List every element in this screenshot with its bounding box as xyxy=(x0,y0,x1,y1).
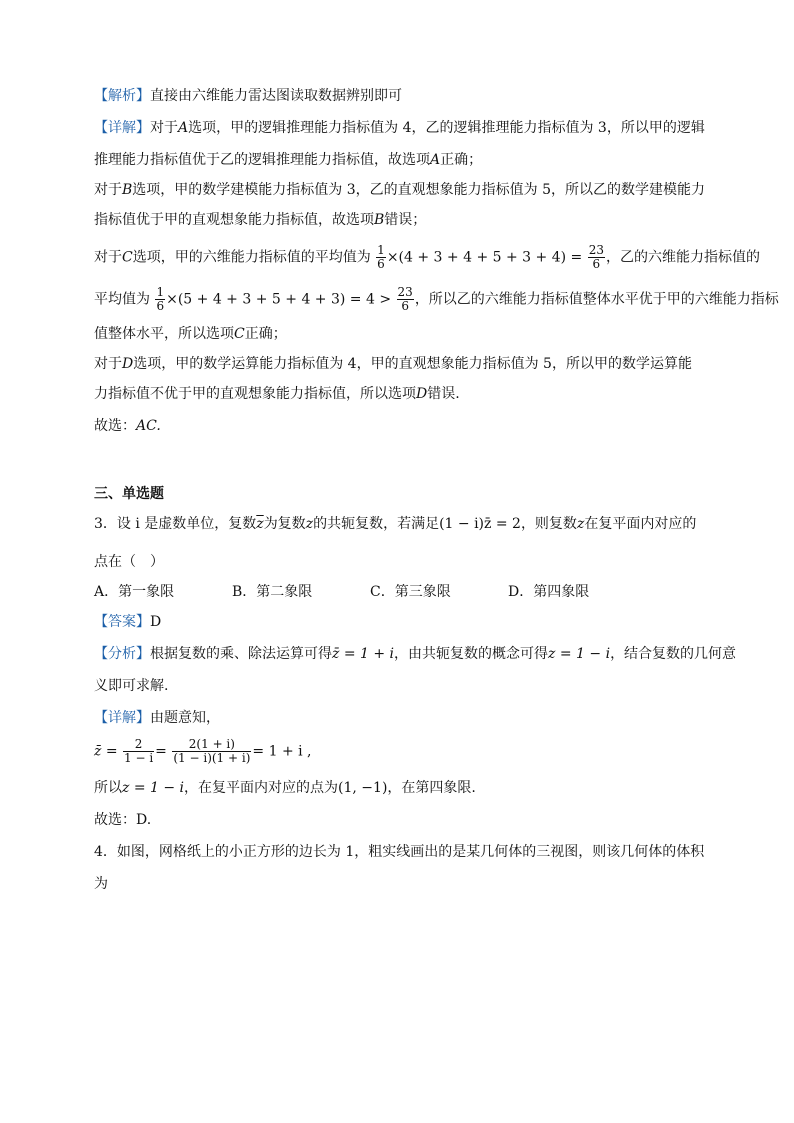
q3-answer xyxy=(94,612,161,632)
q3-conclusion xyxy=(94,778,476,798)
text: 选项，甲的数学运算能力指标值为 4，甲的直观想象能力指标值为 5，所以甲的数学运算能 xyxy=(133,356,692,372)
text: ，在复平面内对应的点为 xyxy=(184,780,339,796)
text: 正确； xyxy=(440,152,483,168)
numerator: 23 xyxy=(397,285,413,299)
option-letter: A xyxy=(430,152,441,168)
detail-line-6 xyxy=(94,286,779,313)
option-letter: A xyxy=(178,120,189,136)
denominator: 6 xyxy=(156,299,165,313)
text: 值整体水平，所以选项 xyxy=(94,326,234,342)
q3-line-1 xyxy=(94,514,696,534)
q4-line-1: 4．如图，网格纸上的小正方形的边长为 1，粗实线画出的是某几何体的三视图，则该几何体的体积 xyxy=(94,844,705,860)
conjugate-z: $\overline{z}$ xyxy=(256,516,264,532)
expression: ×(5 + 4 + 3 + 5 + 4 + 3) = 4 > xyxy=(166,291,392,308)
q4-line-2: 为 xyxy=(94,876,108,892)
option-c[interactable]: C．第三象限 xyxy=(370,584,451,600)
equation-rhs: = 1 + i , xyxy=(252,743,312,760)
text: 所以 xyxy=(94,780,122,796)
section-heading: 三、单选题 xyxy=(94,486,164,502)
text: 错误； xyxy=(384,212,427,228)
denominator: 6 xyxy=(377,257,385,271)
option-letter: D xyxy=(122,356,134,372)
option-letter: B xyxy=(374,212,385,228)
text: ，在第四象限. xyxy=(387,780,476,796)
numerator: 23 xyxy=(588,243,604,257)
detail-line-9 xyxy=(94,384,460,404)
text: 由题意知， xyxy=(150,710,220,726)
answer-line xyxy=(94,416,161,436)
text: ，由共轭复数的概念可得 xyxy=(394,646,549,662)
option-d[interactable]: D．第四象限 xyxy=(508,584,590,600)
variable-z: z xyxy=(305,516,314,532)
numerator: 1 xyxy=(156,285,165,299)
q3-detail xyxy=(94,708,220,728)
detail-line-1 xyxy=(94,118,705,138)
equation-lhs: z̄ = xyxy=(94,743,118,760)
q3-analysis-1 xyxy=(94,644,736,664)
denominator: 6 xyxy=(592,257,601,271)
equation: z̄ = 1 + i xyxy=(332,646,395,662)
variable-z: z xyxy=(576,516,585,532)
fraction xyxy=(397,286,414,313)
text: 平均值为 xyxy=(94,291,150,308)
text: 在复平面内对应的 xyxy=(584,516,697,532)
fraction xyxy=(155,286,165,313)
option-letter: C xyxy=(122,249,133,266)
jiexi-tag: 【解析】 xyxy=(94,88,150,104)
detail-line-5 xyxy=(94,244,760,271)
fraction xyxy=(376,244,386,271)
text: 为复数 xyxy=(263,516,306,532)
q3-line-2: 点在（ ） xyxy=(94,554,164,570)
text: 选项，甲的逻辑推理能力指标值为 4，乙的逻辑推理能力指标值为 3，所以甲的逻辑 xyxy=(188,120,705,136)
expression: ×(4 + 3 + 4 + 5 + 3 + 4) = xyxy=(386,249,583,266)
numerator: 1 xyxy=(377,243,385,257)
text: 推理能力指标值优于乙的逻辑推理能力指标值，故选项 xyxy=(94,152,430,168)
text: 力指标值不优于甲的直观想象能力指标值，所以选项 xyxy=(94,386,416,402)
jiexi-text: 直接由六维能力雷达图读取数据辨别即可 xyxy=(150,88,402,104)
text: 对于 xyxy=(94,249,122,266)
equation: z = 1 − i xyxy=(548,646,611,662)
answer-tag: 【答案】 xyxy=(94,614,150,630)
fraction xyxy=(588,244,605,271)
point: (1, −1) xyxy=(338,780,388,796)
option-b[interactable]: B．第二象限 xyxy=(232,584,313,600)
q3-options xyxy=(94,582,646,602)
fraction xyxy=(123,738,154,765)
text: 的共轭复数，若满足 xyxy=(313,516,440,532)
detail-line-8 xyxy=(94,354,692,374)
text: 正确； xyxy=(244,326,287,342)
equals: = xyxy=(155,743,167,760)
detail-line-3 xyxy=(94,180,705,200)
text: 3．设 i 是虚数单位，复数 xyxy=(94,516,257,532)
detail-tag: 【详解】 xyxy=(94,120,150,136)
answer-value: AC. xyxy=(136,418,161,434)
text: 错误. xyxy=(427,386,460,402)
option-letter: D xyxy=(416,386,428,402)
detail-line-4 xyxy=(94,210,426,230)
text: ，乙的六维能力指标值的 xyxy=(605,249,760,266)
fraction xyxy=(172,738,251,765)
answer-prefix: 故选： xyxy=(94,418,136,434)
text: 根据复数的乘、除法运算可得 xyxy=(150,646,332,662)
detail-line-7 xyxy=(94,324,287,344)
denominator: (1 − i)(1 + i) xyxy=(173,751,251,765)
text: ，结合复数的几何意 xyxy=(610,646,737,662)
denominator: 1 − i xyxy=(124,751,154,765)
q3-equation xyxy=(94,738,312,765)
text: 选项，甲的数学建模能力指标值为 3，乙的直观想象能力指标值为 5，所以乙的数学建模能力 xyxy=(132,182,706,198)
q3-analysis-2: 义即可求解. xyxy=(94,678,169,694)
text: 指标值优于甲的直观想象能力指标值，故选项 xyxy=(94,212,374,228)
text: 对于 xyxy=(94,356,122,372)
answer-value: D xyxy=(150,614,162,630)
equation: z = 1 − i xyxy=(122,780,185,796)
text: 选项，甲的六维能力指标值的平均值为 xyxy=(132,249,371,266)
denominator: 6 xyxy=(401,299,409,313)
option-a[interactable]: A．第一象限 xyxy=(94,584,175,600)
numerator: 2 xyxy=(123,738,154,752)
text: ，则复数 xyxy=(520,516,577,532)
detail-line-2 xyxy=(94,150,482,170)
text: ，所以乙的六维能力指标值整体水平优于甲的六维能力指标 xyxy=(414,291,779,308)
numerator: 2(1 + i) xyxy=(172,738,251,752)
option-letter: B xyxy=(122,182,133,198)
q3-final: 故选：D. xyxy=(94,812,152,828)
text: 对于 xyxy=(150,120,178,136)
text: 对于 xyxy=(94,182,122,198)
equation: (1 − i)z̄ = 2 xyxy=(439,516,521,532)
detail-tag: 【详解】 xyxy=(94,710,150,726)
option-letter: C xyxy=(234,326,245,342)
jiexi-line xyxy=(94,86,402,106)
analysis-tag: 【分析】 xyxy=(94,646,150,662)
